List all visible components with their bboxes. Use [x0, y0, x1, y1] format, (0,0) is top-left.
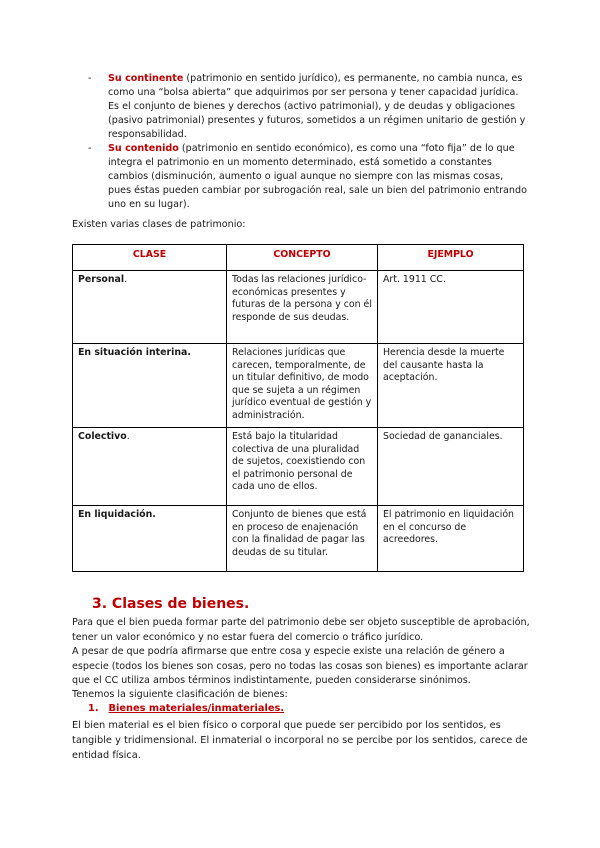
bullet-continente	[88, 72, 528, 142]
cell-ejemplo: El patrimonio en liquidación en el concurso de acreedores.	[378, 506, 524, 572]
header-ejemplo: EJEMPLO	[378, 245, 524, 271]
cell-ejemplo: Herencia desde la muerte del causante hasta la aceptación.	[378, 344, 524, 428]
bullet-label: Su continente	[108, 73, 184, 84]
cell-clase: En liquidación.	[73, 506, 227, 572]
cell-clase: Personal.	[73, 271, 227, 344]
bullet-contenido	[88, 142, 528, 212]
section-title: 3. Clases de bienes.	[92, 596, 250, 612]
cell-concepto: Conjunto de bienes que está en proceso de enajenación con la finalidad de pagar las deudas de su titular.	[227, 506, 378, 572]
bullet-text: (patrimonio en sentido económico), es como una “foto fija” de lo que integra el patrimonio en un momento determinado, está sometido a constantes cambios (disminución, aumento o igual aunque no siempre con las mismas cosas, pues éstas pueden cambiar por subrogación real, sale un bien del patrimonio entrando uno en su lugar).	[108, 143, 527, 210]
patrimonio-bullets	[88, 72, 528, 212]
bullet-dash: -	[88, 73, 92, 84]
cell-ejemplo: Art. 1911 CC.	[378, 271, 524, 344]
cell-concepto: Está bajo la titularidad colectiva de una pluralidad de sujetos, coexistiendo con el patrimonio personal de cada uno de ellos.	[227, 428, 378, 506]
paragraph: Tenemos la siguiente clasificación de bienes:	[72, 689, 288, 700]
paragraph: A pesar de que podría afirmarse que entre cosa y especie existe una relación de género a especie (todos los bienes son cosas, pero no todas las cosas son bienes) es importante aclarar que el CC utiliza ambos términos indistintamente, pueden considerarse sinónimos.	[72, 646, 528, 686]
bullet-text: (patrimonio en sentido jurídico), es permanente, no cambia nunca, es como una “bolsa abierta” que adquirimos por ser persona y tener capacidad jurídica. Es el conjunto de bienes y derechos (activo patrimonial), y de deudas y obligaciones (pasivo patrimonial) presentes y futuros, sometidos a un régimen unitario de gestión y responsabilidad.	[108, 73, 526, 140]
bullet-label: Su contenido	[108, 143, 179, 154]
header-clase: CLASE	[73, 245, 227, 271]
patrimonio-table	[72, 244, 524, 572]
table-intro: Existen varias clases de patrimonio:	[72, 219, 246, 230]
table-row	[73, 344, 524, 428]
subsection-heading	[88, 703, 284, 714]
paragraph: El bien material es el bien físico o corporal que puede ser percibido por los sentidos, es tangible y tridimensional. El inmaterial o incorporal no se percibe por los sentidos, carece de entidad física.	[72, 720, 528, 761]
table-row	[73, 428, 524, 506]
table-header-row	[73, 245, 524, 271]
header-concepto: CONCEPTO	[227, 245, 378, 271]
cell-clase: En situación interina.	[73, 344, 227, 428]
subsection-title: Bienes materiales/inmateriales.	[108, 703, 285, 714]
cell-clase: Colectivo.	[73, 428, 227, 506]
subsection-number: 1.	[88, 703, 99, 714]
cell-concepto: Todas las relaciones jurídico-económicas presentes y futuras de la persona y con él responde de sus deudas.	[227, 271, 378, 344]
table-row	[73, 271, 524, 344]
cell-ejemplo: Sociedad de gananciales.	[378, 428, 524, 506]
bullet-dash: -	[88, 143, 92, 154]
cell-concepto: Relaciones jurídicas que carecen, temporalmente, de un titular definitivo, de modo que se sujeta a un régimen jurídico eventual de gestión y administración.	[227, 344, 378, 428]
table-row	[73, 506, 524, 572]
paragraph: Para que el bien pueda formar parte del patrimonio debe ser objeto susceptible de aprobación, tener un valor económico y no estar fuera del comercio o tráfico jurídico.	[72, 617, 530, 643]
